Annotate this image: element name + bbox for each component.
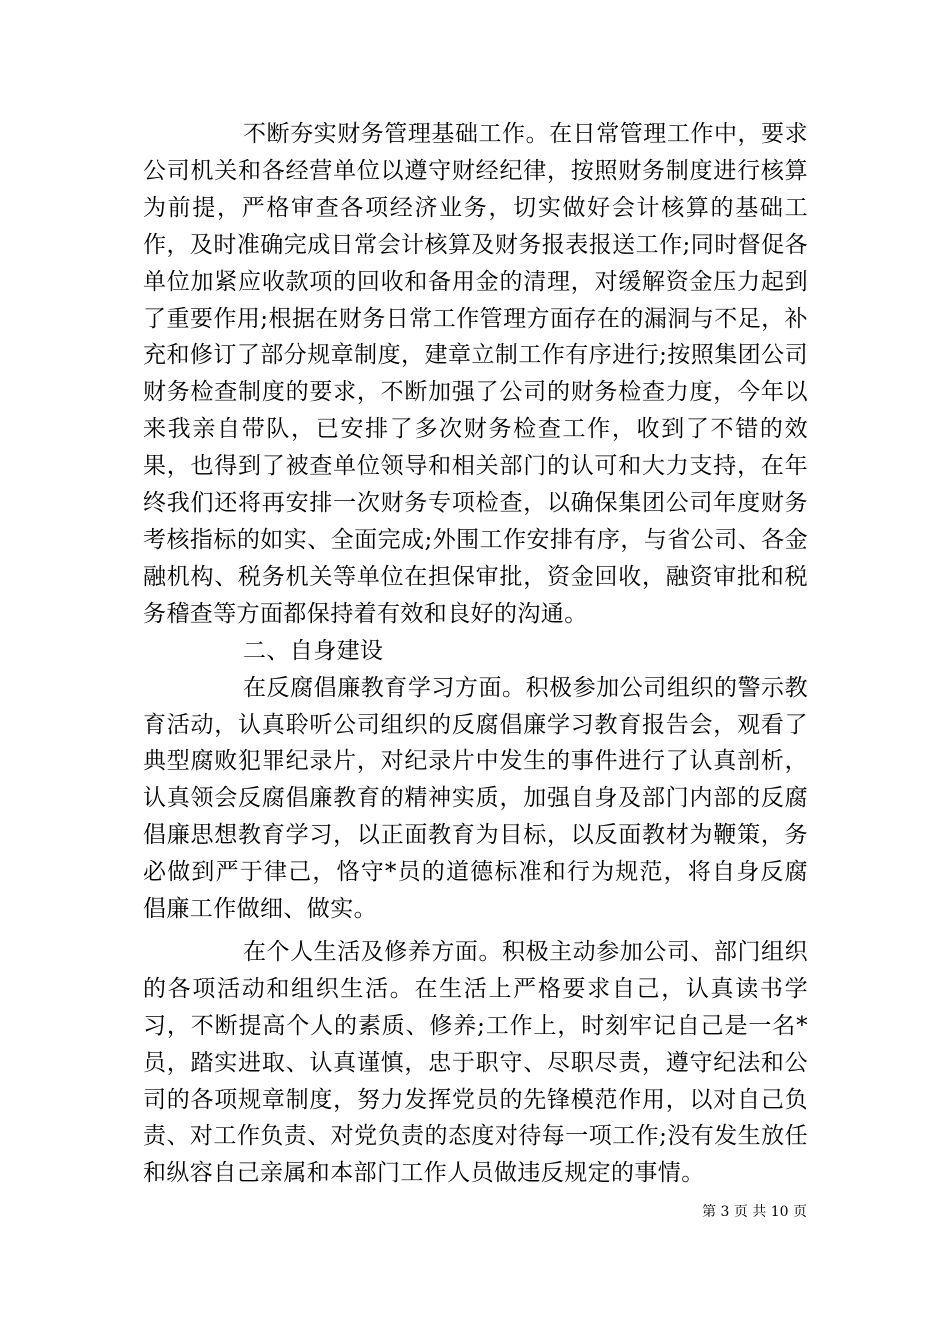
paragraph-personal-life: 在个人生活及修养方面。积极主动参加公司、部门组织的各项活动和组织生活。在生活上严格要求自己，认真读书学习，不断提高个人的素质、修养;工作上，时刻牢记自己是一名*员，踏实进取、认真谨慎，忠于职守、尽职尽责，遵守纪法和公司的各项规章制度，努力发挥党员的先锋模范作用，以对自己负责、对工作负责、对党负责的态度对待每一项工作;没有发生放任和纵容自己亲属和本部门工作人员做违反规定的事情。 — [143, 938, 808, 1187]
paragraph-anti-corruption-study: 在反腐倡廉教育学习方面。积极参加公司组织的警示教育活动，认真聆听公司组织的反腐倡廉学习教育报告会，观看了典型腐败犯罪纪录片，对纪录片中发生的事件进行了认真剖析，认真领会反腐倡廉教育的精神实质，加强自身及部门内部的反腐倡廉思想教育学习，以正面教育为目标，以反面教材为鞭策，务必做到严于律己，恪守*员的道德标准和行为规范，将自身反腐倡廉工作做细、做实。 — [143, 674, 808, 923]
page-number-footer: 第 3 页 共 10 页 — [702, 1204, 807, 1220]
section-heading-self-construction: 二、自身建设 — [243, 637, 384, 664]
document-body — [143, 116, 808, 1192]
paragraph-finance-foundation: 不断夯实财务管理基础工作。在日常管理工作中，要求公司机关和各经营单位以遵守财经纪律，按照财务制度进行核算为前提，严格审查各项经济业务，切实做好会计核算的基础工作，及时准确完成日常会计核算及财务报表报送工作;同时督促各单位加紧应收款项的回收和备用金的清理，对缓解资金压力起到了重要作用;根据在财务日常工作管理方面存在的漏洞与不足，补充和修订了部分规章制度，建章立制工作有序进行;按照集团公司财务检查制度的要求，不断加强了公司的财务检查力度，今年以来我亲自带队，已安排了多次财务检查工作，收到了不错的效果，也得到了被查单位领导和相关部门的认可和大力支持，在年终我们还将再安排一次财务专项检查，以确保集团公司年度财务考核指标的如实、全面完成;外围工作安排有序，与省公司、各金融机构、税务机关等单位在担保审批，资金回收，融资审批和税务稽查等方面都保持着有效和良好的沟通。 — [143, 121, 808, 627]
